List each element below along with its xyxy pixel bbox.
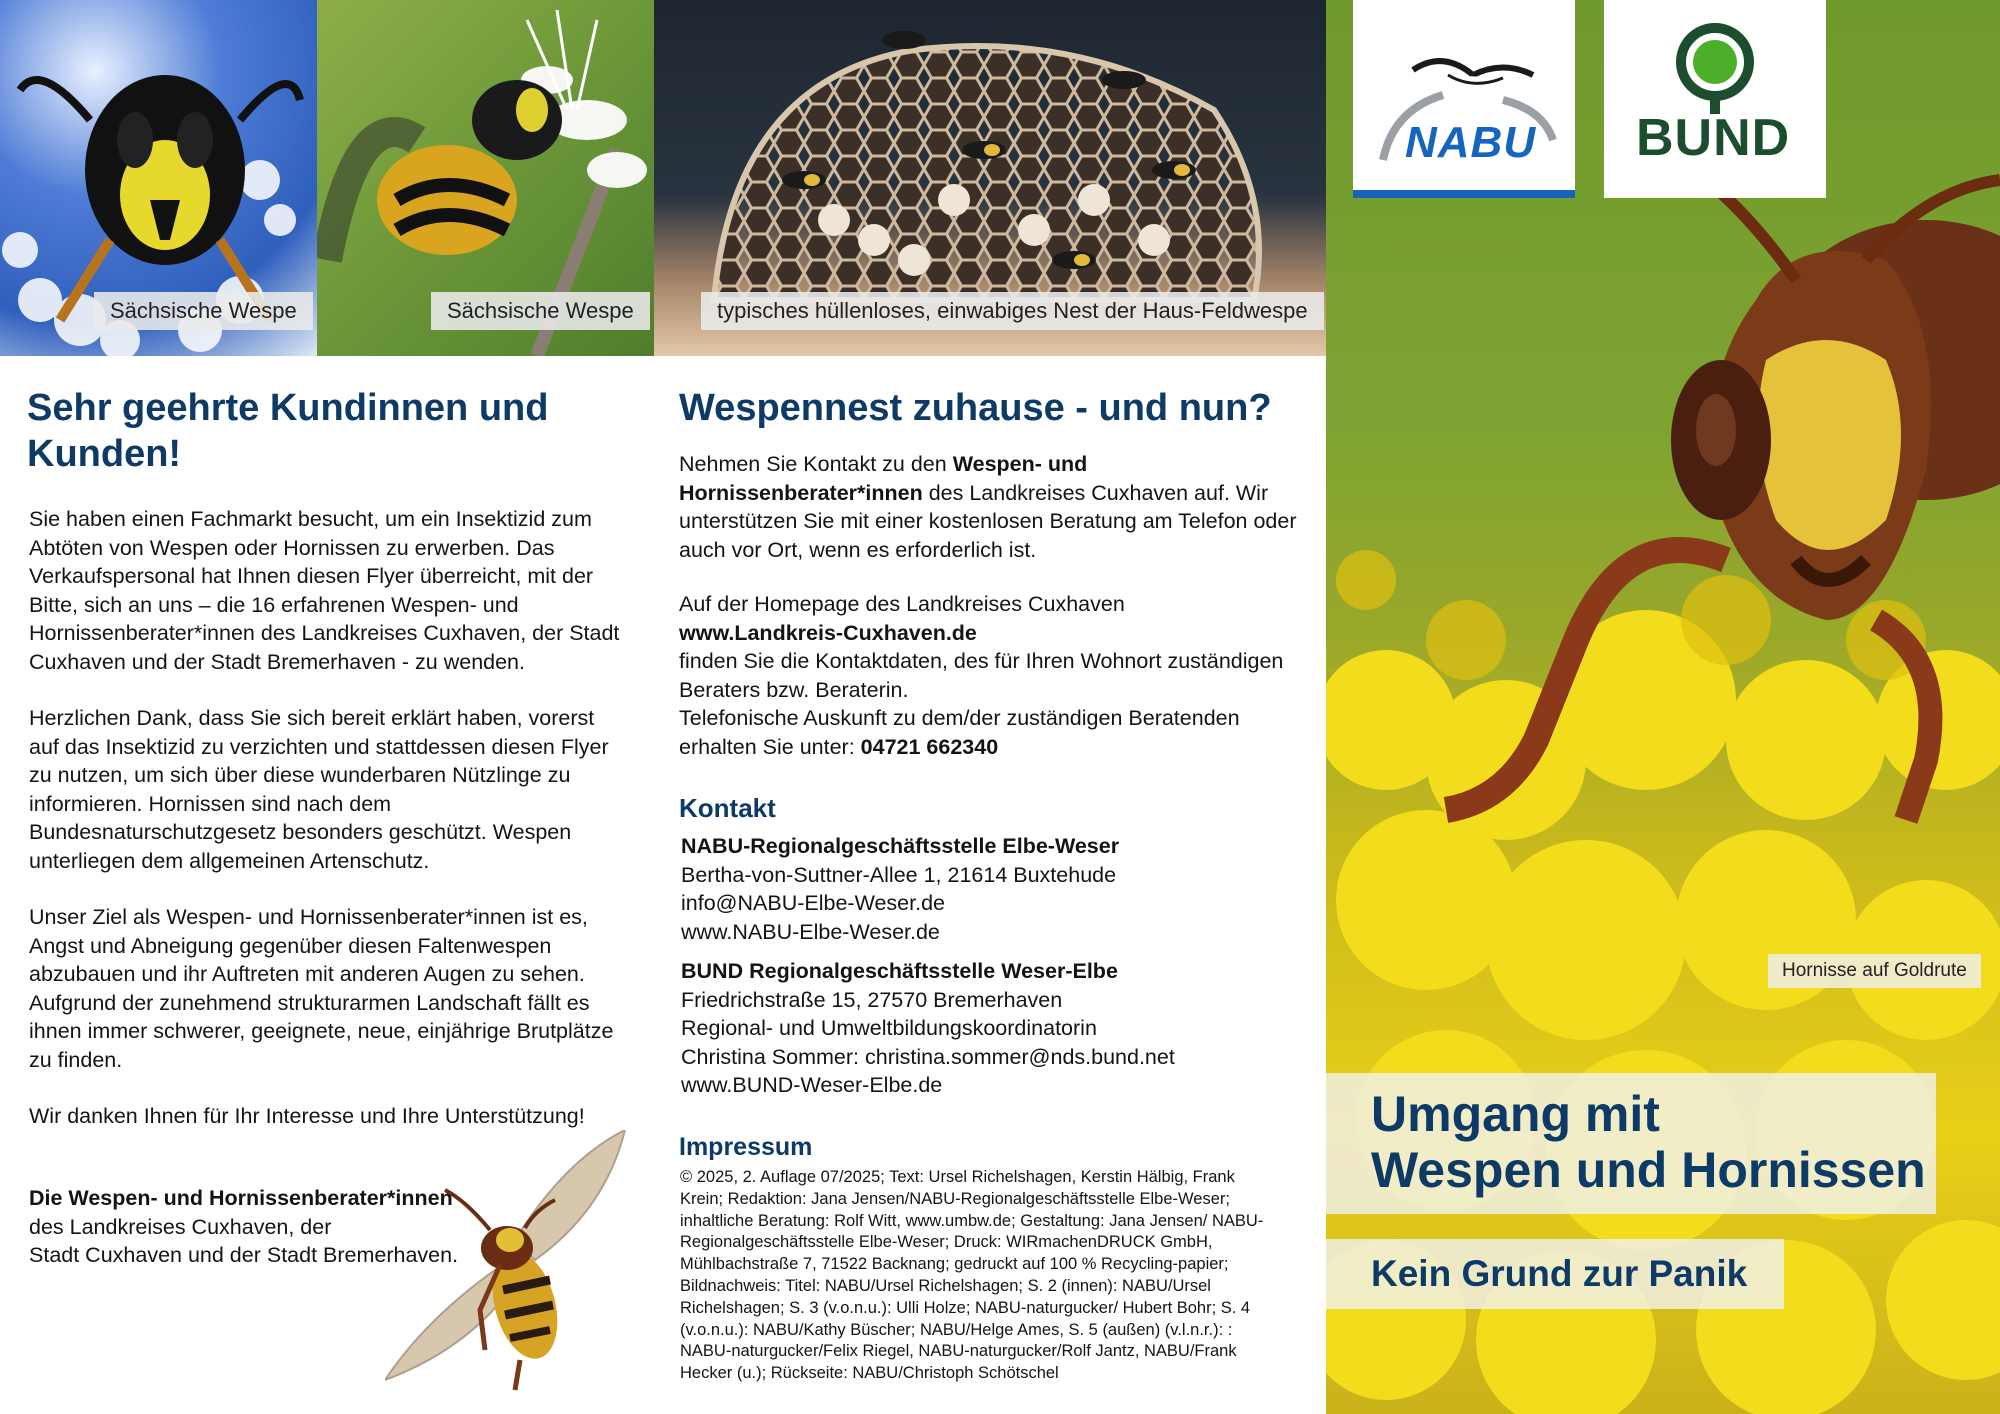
bund-logo-text: BUND [1636, 109, 1791, 167]
bund-office-name: BUND Regionalgeschäftsstelle Weser-Elbe [681, 959, 1118, 983]
caption-wasp-nest: typisches hüllenloses, einwabiges Nest der Haus-Feldwespe [701, 292, 1324, 330]
nabu-office-name: NABU-Regionalgeschäftsstelle Elbe-Weser [681, 834, 1120, 858]
impressum-heading: Impressum [679, 1133, 813, 1161]
bund-contact-block [681, 957, 1281, 1100]
phone-number: 04721 662340 [860, 734, 999, 759]
impressum-text: © 2025, 2. Auflage 07/2025; Text: Ursel Richelshagen, Kerstin Hälbig, Frank Krein; Redaktion: Jana Jensen/NABU-Regionalgeschäftsstelle Elbe-Weser; inhaltliche Beratung: Rolf Witt, www.umbw.de; Gestaltung: Jana Jensen/ NABU-Regionalgeschäftsstelle Elbe-Weser; Druck: WIRmachenDRUCK GmbH, Mühlbachstraße 7, 71522 Backnang; gedruckt auf 100 % Recycling-papier; Bildnachweis: Titel: NABU/Ursel Richelshagen; S. 2 (innen): NABU/Ursel Richelshagen; S. 3 (v.o.n.u.): Ulli Holze; NABU-naturgucker/ Hubert Bohr; S. 4 (v.o.n.u.): NABU/Kathy Büscher; NABU/Helge Ames, S. 5 (außen) (v.l.n.r.): : NABU-naturgucker/Felix Riegel, NABU-naturgucker/Rolf Jantz, NABU/Frank Hecker (u.); Rückseite: NABU/Christoph Schötschel [680, 1168, 1264, 1383]
caption-saxon-wasp-1: Sächsische Wespe [94, 292, 313, 330]
greeting-body [29, 505, 629, 1159]
cover-title-line-2: Wespen und Hornissen [1371, 1142, 1926, 1198]
bund-address: Friedrichstraße 15, 27570 Bremerhaven [681, 987, 1063, 1012]
homepage-url-link[interactable]: www.Landkreis-Cuxhaven.de [679, 620, 977, 645]
bund-role: Regional- und Umweltbildungskoordinatorin [681, 1016, 1097, 1040]
nest-intro-a: Nehmen Sie Kontakt zu den [679, 452, 953, 476]
greeting-paragraph-2: Herzlichen Dank, dass Sie sich bereit erklärt haben, vorerst auf das Insektizid zu verzichten und stattdessen diesen Flyer zu nutzen, um sich über diese wunderbaren Nützlinge zu informieren. Hornissen sind nach dem Bundesnaturschutzgesetz besonders geschützt. Wespen unterliegen dem allgemeinen Artenschutz. [29, 706, 609, 873]
signature-bold: Die Wespen- und Hornissenberater*innen [29, 1186, 453, 1210]
bund-web-link[interactable]: www.BUND-Weser-Elbe.de [681, 1073, 943, 1097]
contact-heading: Kontakt [679, 793, 776, 823]
nest-heading: Wespennest zuhause - und nun? [679, 387, 1272, 429]
cover-subtitle: Kein Grund zur Panik [1326, 1239, 1784, 1309]
stork-icon [1353, 0, 1575, 198]
bund-tree-icon [1604, 0, 1826, 198]
caption-hornet-goldenrod: Hornisse auf Goldrute [1768, 954, 1981, 988]
flying-hornet-image [385, 1130, 635, 1395]
greeting-paragraph-1: Sie haben einen Fachmarkt besucht, um ein Insektizid zum Abtöten von Wespen oder Hornissen zu erwerben. Das Verkaufspersonal hat Ihnen diesen Flyer überreicht, mit der Bitte, sich an uns – die 16 erfahrenen Wespen- und Hornissenberater*innen des Landkreises Cuxhaven, der Stadt Cuxhaven und der Stadt Bremerhaven - zu wenden. [29, 507, 620, 674]
nest-intro [679, 450, 1299, 564]
signature-line-3: Stadt Cuxhaven und der Stadt Bremerhaven. [29, 1243, 459, 1267]
nabu-contact-block [681, 832, 1281, 946]
hornet-icon [385, 1130, 635, 1395]
nest-intro-b: des Landkreises Cuxhaven auf. Wir unterstützen Sie mit einer kostenlosen Beratung am Telefon oder auch vor Ort, wenn es erforderlich ist. [679, 480, 1297, 562]
nabu-email-link[interactable]: info@NABU-Elbe-Weser.de [681, 891, 946, 915]
nabu-logo [1353, 0, 1575, 198]
nabu-web-link[interactable]: www.NABU-Elbe-Weser.de [681, 919, 940, 944]
nest-intro-bold: Wespen- und Hornissenberater*innen [679, 452, 1088, 505]
greeting-paragraph-3: Unser Ziel als Wespen- und Hornissenberater*innen ist es, Angst und Abneigung gegenüber diesen Faltenwespen abzubauen und ihr Auftreten mit anderen Augen zu sehen. Aufgrund der zunehmend strukturarmen Landschaft fällt es ihnen immer schwerer, geeignete, neue, einjährige Brutplätze zu finden. [29, 905, 614, 1072]
greeting-heading: Sehr geehrte Kundinnen und Kunden! [27, 387, 549, 475]
greeting-paragraph-4: Wir danken Ihnen für Ihr Interesse und Ihre Unterstützung! [29, 1104, 585, 1128]
bund-contact-person[interactable]: Christina Sommer: christina.sommer@nds.bund.net [681, 1044, 1175, 1069]
cover-title-line-1: Umgang mit [1371, 1086, 1660, 1142]
signature-line-2: des Landkreises Cuxhaven, der [29, 1214, 332, 1239]
homepage-rest: finden Sie die Kontaktdaten, des für Ihren Wohnort zuständigen Beraters bzw. Beraterin. [679, 649, 1284, 702]
caption-saxon-wasp-2: Sächsische Wespe [431, 292, 650, 330]
cover-title [1326, 1073, 1936, 1214]
nabu-address: Bertha-von-Suttner-Allee 1, 21614 Buxtehude [681, 862, 1117, 887]
bund-logo [1604, 0, 1826, 198]
phone-text: Telefonische Auskunft zu dem/der zuständigen Beratenden erhalten Sie unter: [679, 706, 1240, 759]
homepage-line: Auf der Homepage des Landkreises Cuxhaven [679, 592, 1125, 616]
nabu-logo-text: NABU [1405, 118, 1537, 167]
homepage-block [679, 590, 1299, 761]
